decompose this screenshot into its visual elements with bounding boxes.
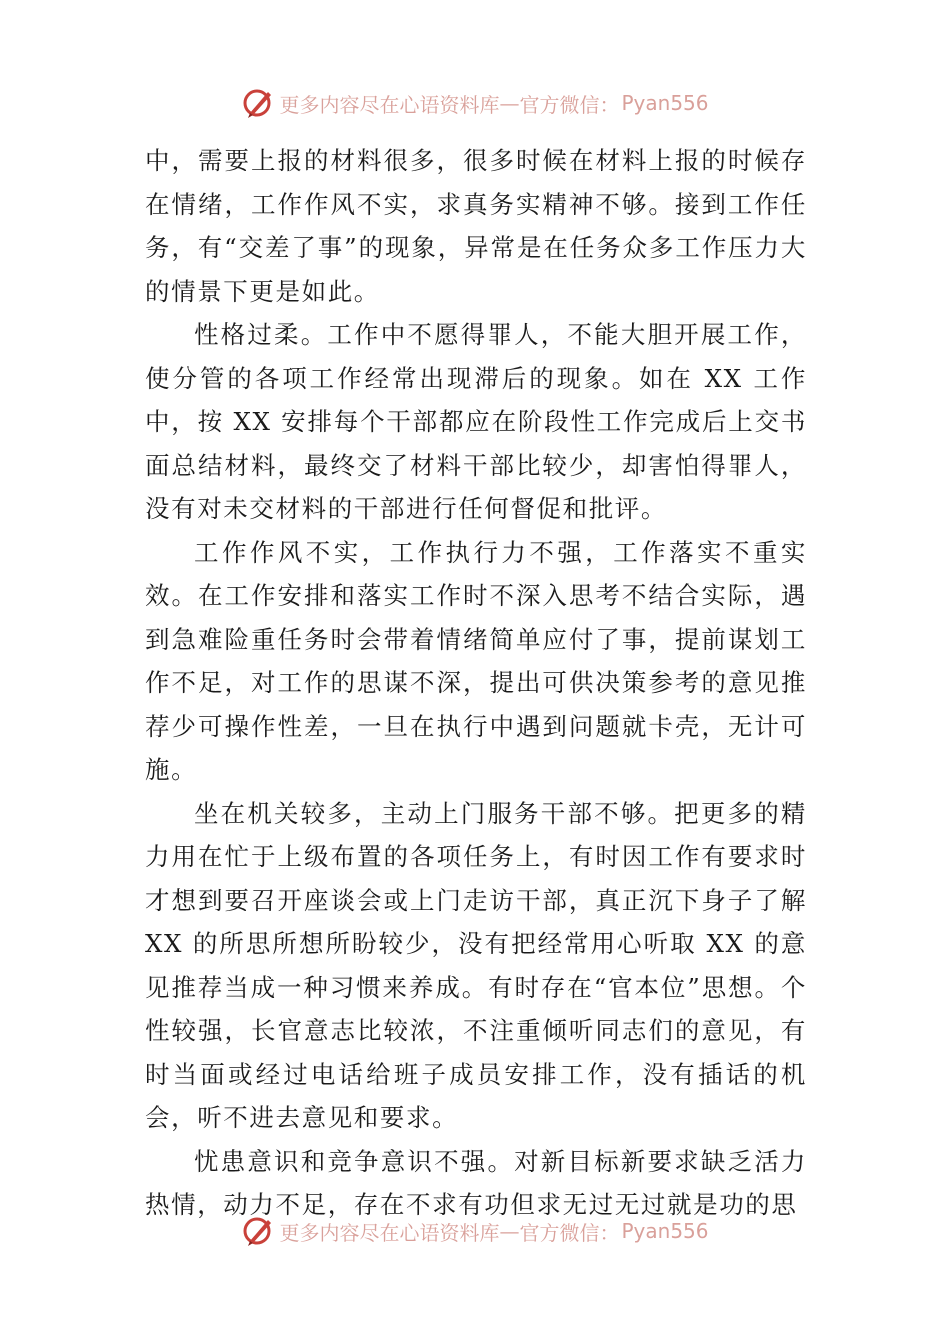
watermark-dash: — [499, 91, 520, 115]
paragraph-continuation: 中，需要上报的材料很多，很多时候在材料上报的时候存在情绪，工作作风不实，求真务实精神不够。接到工作任务，有“交差了事”的现象，异常是在任务众多工作压力大的情景下更是如此。 [145, 146, 807, 306]
pen-logo-icon [241, 86, 275, 120]
watermark-wechat-id: Pyan556 [621, 1219, 709, 1243]
watermark-wechat-id: Pyan556 [621, 91, 709, 115]
paragraph: 工作作风不实，工作执行力不强，工作落实不重实效。在工作安排和落实工作时不深入思考不结合实际，遇到急难险重任务时会带着情绪简单应付了事，提前谋划工作不足，对工作的思谋不深，提出可供决策参考的意见推荐少可操作性差，一旦在执行中遇到问题就卡壳，无计可施。 [145, 537, 807, 784]
paragraph: 忧患意识和竞争意识不强。对新目标新要求缺乏活力热情，动力不足，存在不求有功但求无过无过就是功的思 [145, 1146, 807, 1219]
paragraph: 性格过柔。工作中不愿得罪人，不能大胆开展工作，使分管的各项工作经常出现滞后的现象。如在 XX 工作中，按 XX 安排每个干部都应在阶段性工作完成后上交书面总结材料，最终交了材料干部比较少，却害怕得罪人，没有对未交材料的干部进行任何督促和批评。 [145, 320, 807, 523]
watermark-text: 更多内容尽在心语资料库 [279, 1220, 500, 1245]
watermark-label: 官方微信： [519, 1220, 620, 1245]
watermark-text: 更多内容尽在心语资料库 [279, 92, 500, 117]
document-body [145, 139, 807, 1227]
watermark-dash: — [499, 1219, 520, 1243]
header-watermark [0, 83, 950, 123]
paragraph: 坐在机关较多，主动上门服务干部不够。把更多的精力用在忙于上级布置的各项任务上，有时因工作有要求时才想到要召开座谈会或上门走访干部，真正沉下身子了解 XX 的所思所想所盼较少，没有把经常用心听取 XX 的意见推荐当成一种习惯来养成。有时存在“官本位”思想。个性较强，长官意志比较浓，不注重倾听同志们的意见，有时当面或经过电话给班子成员安排工作，没有插话的机会，听不进去意见和要求。 [145, 798, 807, 1132]
pen-logo-icon [241, 1214, 275, 1248]
footer-watermark [0, 1211, 950, 1251]
watermark-label: 官方微信： [519, 92, 620, 117]
